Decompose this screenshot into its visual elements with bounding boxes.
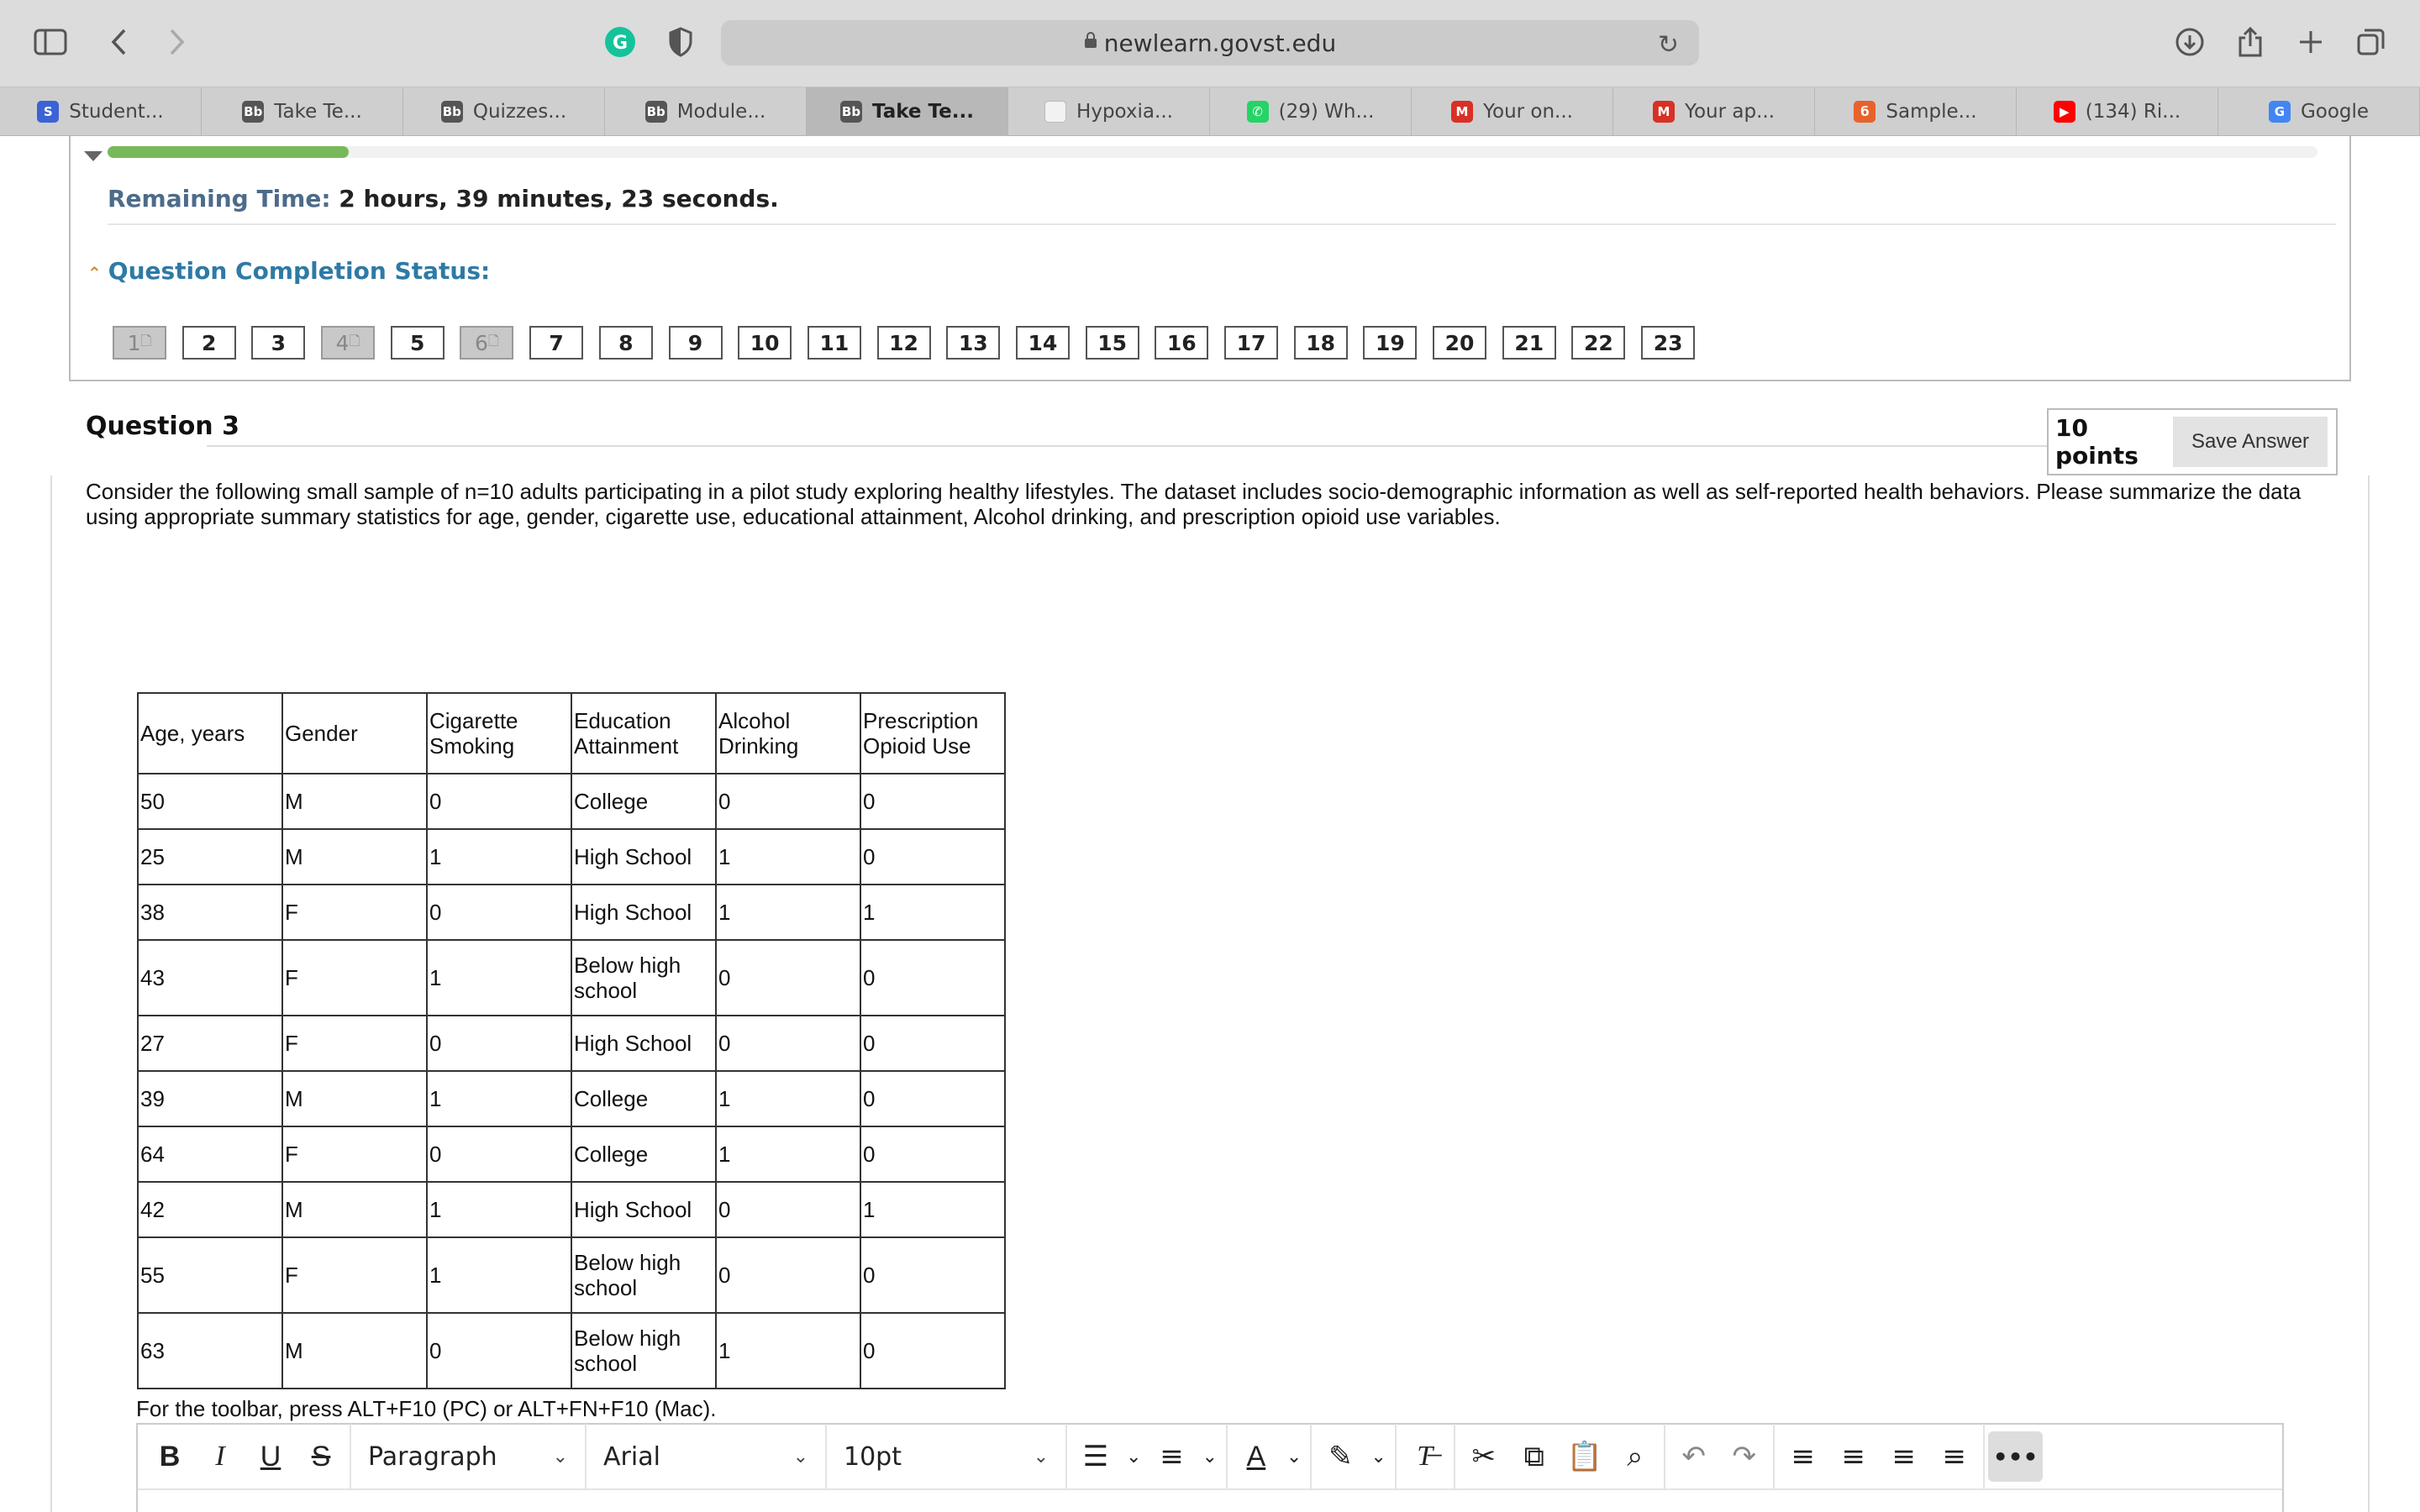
- question-number-button[interactable]: [321, 326, 375, 360]
- chevron-down-icon: ⌄: [552, 1446, 568, 1467]
- table-cell: 0: [860, 1237, 1005, 1313]
- toolbar-separator: [1310, 1424, 1312, 1489]
- table-row: [138, 1016, 1005, 1071]
- whatsapp-icon: ✆: [1247, 101, 1269, 123]
- table-cell: 0: [860, 1313, 1005, 1389]
- question-number-label: 18: [1306, 330, 1336, 355]
- table-cell: 0: [427, 1313, 571, 1389]
- svg-text:G: G: [612, 33, 629, 54]
- sidebar-toggle-icon[interactable]: [30, 22, 71, 62]
- browser-tab[interactable]: [1613, 87, 1815, 136]
- tab-label: (29) Wh...: [1278, 101, 1375, 123]
- table-cell: 0: [427, 1126, 571, 1182]
- table-cell: M: [282, 829, 427, 885]
- toolbar-separator: [1065, 1424, 1067, 1489]
- remaining-time: [108, 185, 779, 213]
- question-number-button[interactable]: [599, 326, 653, 360]
- question-number-button[interactable]: [946, 326, 1000, 360]
- table-cell: 0: [860, 774, 1005, 829]
- table-cell: 1: [427, 1237, 571, 1313]
- font-family-select[interactable]: [590, 1431, 822, 1482]
- new-tab-icon[interactable]: [2291, 22, 2331, 62]
- table-header-cell: Cigarette Smoking: [427, 693, 571, 774]
- table-cell: 55: [138, 1237, 282, 1313]
- tab-label: (134) Ri...: [2085, 101, 2181, 123]
- question-number-label: 21: [1514, 330, 1544, 355]
- google-icon: G: [2269, 101, 2291, 123]
- tab-label: Hypoxia...: [1076, 101, 1173, 123]
- redo-icon[interactable]: ↷: [1732, 1440, 1756, 1473]
- table-row: [138, 940, 1005, 1016]
- blackboard-icon: Bb: [840, 101, 862, 123]
- question-number-button[interactable]: [1571, 326, 1625, 360]
- table-cell: High School: [571, 885, 716, 940]
- question-number-button[interactable]: [877, 326, 931, 360]
- table-cell: F: [282, 1126, 427, 1182]
- downloads-icon[interactable]: [2170, 22, 2210, 62]
- table-cell: M: [282, 1182, 427, 1237]
- table-cell: Below high school: [571, 1237, 716, 1313]
- table-cell: 1: [860, 885, 1005, 940]
- question-number-label: 1: [127, 330, 141, 355]
- table-cell: 38: [138, 885, 282, 940]
- highlight-icon[interactable]: ✎: [1328, 1440, 1353, 1473]
- page-content: [0, 136, 2420, 1512]
- toolbar-separator: [585, 1424, 587, 1489]
- question-number-button[interactable]: [1155, 326, 1208, 360]
- table-cell: 1: [427, 1071, 571, 1126]
- table-header-cell: Prescription Opioid Use: [860, 693, 1005, 774]
- underline-icon[interactable]: U: [260, 1440, 281, 1473]
- chevron-down-icon[interactable]: ⌄: [1126, 1446, 1142, 1467]
- double-chevron-up-icon: ⌃: [87, 263, 102, 283]
- table-cell: F: [282, 885, 427, 940]
- question-number-label: 13: [958, 330, 988, 355]
- paste-icon[interactable]: 📋: [1566, 1440, 1602, 1473]
- editor-toolbar-row-1: [138, 1425, 2282, 1490]
- toolbar-separator: [1226, 1424, 1228, 1489]
- data-table: [137, 692, 1006, 1389]
- table-cell: College: [571, 774, 716, 829]
- grammarly-icon[interactable]: [600, 22, 640, 62]
- browser-tab[interactable]: [2017, 87, 2218, 136]
- question-number-button[interactable]: [808, 326, 861, 360]
- align-center-icon[interactable]: ≡: [1841, 1440, 1865, 1473]
- table-cell: High School: [571, 1182, 716, 1237]
- browser-tab[interactable]: [202, 87, 403, 136]
- table-header-cell: Alcohol Drinking: [716, 693, 860, 774]
- table-cell: 1: [716, 1071, 860, 1126]
- more-options-icon[interactable]: •••: [1988, 1431, 2044, 1482]
- table-cell: 1: [716, 885, 860, 940]
- forward-icon[interactable]: [156, 22, 197, 62]
- test-status-panel: [69, 136, 2351, 381]
- table-cell: 0: [860, 1126, 1005, 1182]
- browser-tab[interactable]: [1815, 87, 2017, 136]
- question-number-label: 11: [819, 330, 850, 355]
- question-number-label: 15: [1097, 330, 1128, 355]
- question-number-button[interactable]: [529, 326, 583, 360]
- table-cell: Below high school: [571, 940, 716, 1016]
- question-number-label: 16: [1166, 330, 1197, 355]
- numbered-list-icon[interactable]: ≡: [1160, 1440, 1184, 1473]
- question-prompt: Consider the following small sample of n=10 adults participating in a pilot study exploring healthy lifestyles. The dataset includes socio-demographic information as well as self-reported health behaviors. Please summarize the data using appropriate summary statistics for age, gender, cigarette use, educational attainment, Alcohol drinking, and prescription opioid use variables.: [86, 479, 2302, 529]
- chevron-down-icon[interactable]: ⌄: [1202, 1446, 1218, 1467]
- tab-label: Take Te...: [274, 101, 362, 123]
- table-cell: High School: [571, 1016, 716, 1071]
- browser-tab[interactable]: [1210, 87, 1412, 136]
- question-number-label: 5: [410, 330, 425, 355]
- gmail-icon: M: [1451, 101, 1473, 123]
- table-header-cell: Age, years: [138, 693, 282, 774]
- table-cell: 0: [860, 1016, 1005, 1071]
- browser-tab[interactable]: [0, 87, 202, 136]
- tab-label: Your ap...: [1684, 101, 1776, 123]
- question-completion-status[interactable]: [87, 257, 490, 285]
- tab-bar: [0, 87, 2420, 136]
- youtube-icon: ▶: [2054, 101, 2075, 123]
- table-row: [138, 1237, 1005, 1313]
- chevron-down-icon[interactable]: ⌄: [1286, 1446, 1302, 1467]
- block-format-value: Paragraph: [368, 1441, 497, 1472]
- table-cell: 0: [716, 1182, 860, 1237]
- table-row: [138, 774, 1005, 829]
- bold-icon[interactable]: B: [159, 1440, 181, 1473]
- table-cell: 0: [860, 940, 1005, 1016]
- remaining-time-value: 2 hours, 39 minutes, 23 seconds.: [339, 185, 779, 213]
- browser-tab[interactable]: [1412, 87, 1613, 136]
- question-number-label: 3: [271, 330, 287, 355]
- question-number-button[interactable]: [113, 326, 166, 360]
- table-cell: 42: [138, 1182, 282, 1237]
- browser-tab[interactable]: [403, 87, 605, 136]
- table-cell: College: [571, 1071, 716, 1126]
- table-row: [138, 1313, 1005, 1389]
- clear-formatting-icon[interactable]: T̶: [1417, 1441, 1434, 1472]
- question-number-button[interactable]: [738, 326, 792, 360]
- table-cell: 0: [427, 885, 571, 940]
- table-cell: 1: [427, 1182, 571, 1237]
- browser-tab[interactable]: [1008, 87, 1210, 136]
- save-answer-button[interactable]: Save Answer: [2173, 417, 2328, 467]
- back-icon[interactable]: [99, 22, 139, 62]
- toolbar-separator: [1983, 1424, 1985, 1489]
- align-right-icon[interactable]: ≡: [1891, 1440, 1916, 1473]
- font-size-select[interactable]: [830, 1431, 1062, 1482]
- table-cell: 0: [716, 1016, 860, 1071]
- text-color-icon[interactable]: A: [1246, 1440, 1266, 1473]
- table-cell: 1: [716, 1126, 860, 1182]
- table-cell: 50: [138, 774, 282, 829]
- question-number-label: 10: [750, 330, 780, 355]
- question-number-label: 19: [1375, 330, 1405, 355]
- question-number-label: 22: [1584, 330, 1613, 355]
- table-cell: 1: [716, 1313, 860, 1389]
- completion-status-label: Question Completion Status:: [108, 257, 491, 285]
- table-cell: 63: [138, 1313, 282, 1389]
- answered-document-icon: 🗋: [487, 332, 499, 349]
- tab-label: Your on...: [1483, 101, 1573, 123]
- page-icon: [1044, 101, 1066, 123]
- table-cell: College: [571, 1126, 716, 1182]
- toolbar-separator: [1664, 1424, 1665, 1489]
- table-header-cell: Education Attainment: [571, 693, 716, 774]
- browser-chrome: [0, 0, 2420, 87]
- table-cell: M: [282, 1071, 427, 1126]
- table-row: [138, 1126, 1005, 1182]
- gmail-icon: M: [1653, 101, 1675, 123]
- question-number-button[interactable]: [391, 326, 445, 360]
- browser-tab[interactable]: [605, 87, 807, 136]
- blackboard-icon: Bb: [441, 101, 463, 123]
- table-row: [138, 885, 1005, 940]
- table-cell: 1: [860, 1182, 1005, 1237]
- collapse-triangle-icon[interactable]: [84, 151, 103, 161]
- address-bar[interactable]: [721, 20, 1699, 66]
- question-number-label: 6: [475, 330, 488, 355]
- question-number-button[interactable]: [182, 326, 236, 360]
- font-size-value: 10pt: [844, 1441, 902, 1472]
- table-cell: F: [282, 1237, 427, 1313]
- student-icon: S: [37, 101, 59, 123]
- lock-icon: [1084, 32, 1097, 54]
- blackboard-icon: Bb: [242, 101, 264, 123]
- progress-fill: [108, 146, 349, 158]
- tab-label: Quizzes...: [472, 101, 567, 123]
- question-number-button[interactable]: [1433, 326, 1486, 360]
- table-header-row: [138, 693, 1005, 774]
- url-text: newlearn.govst.edu: [1103, 29, 1337, 57]
- table-cell: 25: [138, 829, 282, 885]
- search-icon[interactable]: ⌕: [1627, 1440, 1644, 1473]
- answered-document-icon: 🗋: [349, 332, 360, 349]
- question-number-button[interactable]: [1086, 326, 1139, 360]
- undo-icon[interactable]: ↶: [1681, 1440, 1706, 1473]
- table-row: [138, 1182, 1005, 1237]
- blackboard-icon: Bb: [645, 101, 667, 123]
- table-cell: High School: [571, 829, 716, 885]
- toolbar-separator: [1773, 1424, 1775, 1489]
- copy-icon[interactable]: ⧉: [1523, 1440, 1544, 1473]
- table-cell: 0: [427, 1016, 571, 1071]
- cut-icon[interactable]: ✂: [1471, 1440, 1496, 1473]
- bullet-list-icon[interactable]: ☰: [1082, 1440, 1109, 1473]
- table-cell: 0: [860, 829, 1005, 885]
- tab-label: Take Te...: [872, 101, 974, 123]
- share-icon[interactable]: [2230, 22, 2270, 62]
- browser-tab[interactable]: [2218, 87, 2420, 136]
- tab-label: Student...: [69, 101, 164, 123]
- question-number-button[interactable]: [1294, 326, 1348, 360]
- table-cell: 0: [716, 940, 860, 1016]
- tab-overview-icon[interactable]: [2351, 22, 2391, 62]
- answered-document-icon: 🗋: [140, 332, 152, 349]
- chevron-down-icon: ⌄: [1033, 1446, 1049, 1467]
- table-cell: 1: [427, 829, 571, 885]
- table-cell: F: [282, 940, 427, 1016]
- progress-bar: [108, 146, 2317, 158]
- divider: [108, 223, 2336, 225]
- table-cell: 0: [860, 1071, 1005, 1126]
- sample-icon: б: [1854, 101, 1876, 123]
- toolbar-separator: [1395, 1424, 1397, 1489]
- table-cell: 0: [427, 774, 571, 829]
- table-cell: M: [282, 1313, 427, 1389]
- question-number-label: 7: [549, 330, 564, 355]
- reload-icon[interactable]: ↻: [1657, 30, 1679, 60]
- toolbar-hint: For the toolbar, press ALT+F10 (PC) or ALT+FN+F10 (Mac).: [136, 1396, 717, 1421]
- strikethrough-icon[interactable]: S: [311, 1440, 331, 1473]
- table-cell: 64: [138, 1126, 282, 1182]
- toolbar-separator: [825, 1424, 827, 1489]
- table-header-cell: Gender: [282, 693, 427, 774]
- question-title-rule: [207, 445, 2049, 447]
- question-number-button[interactable]: [1363, 326, 1417, 360]
- align-left-icon[interactable]: ≡: [1791, 1440, 1815, 1473]
- remaining-time-label: Remaining Time:: [108, 185, 331, 213]
- question-number-label: 23: [1653, 330, 1683, 355]
- points-box: [2047, 408, 2338, 475]
- chevron-down-icon[interactable]: ⌄: [1370, 1446, 1386, 1467]
- table-cell: 27: [138, 1016, 282, 1071]
- question-number-button[interactable]: [669, 326, 723, 360]
- question-number-button[interactable]: [1016, 326, 1070, 360]
- question-number-label: 17: [1236, 330, 1266, 355]
- question-number-label: 12: [889, 330, 918, 355]
- question-number-label: 4: [335, 330, 350, 355]
- question-title: Question 3: [86, 412, 239, 441]
- tab-label: Sample...: [1886, 101, 1977, 123]
- justify-icon[interactable]: ≡: [1942, 1440, 1966, 1473]
- table-row: [138, 1071, 1005, 1126]
- rich-text-editor[interactable]: [136, 1423, 2284, 1512]
- table-cell: 43: [138, 940, 282, 1016]
- question-number-list: [113, 326, 1711, 360]
- question-number-label: 8: [618, 330, 634, 355]
- question-number-label: 14: [1028, 330, 1058, 355]
- table-cell: 39: [138, 1071, 282, 1126]
- toolbar-separator: [1454, 1424, 1455, 1489]
- chevron-down-icon: ⌄: [792, 1446, 808, 1467]
- table-cell: 1: [716, 829, 860, 885]
- question-number-button[interactable]: [1641, 326, 1695, 360]
- table-row: [138, 829, 1005, 885]
- table-cell: M: [282, 774, 427, 829]
- italic-icon[interactable]: I: [215, 1441, 225, 1472]
- points-value: 10 points: [2055, 414, 2139, 470]
- table-cell: 0: [716, 1237, 860, 1313]
- question-number-button[interactable]: [1502, 326, 1556, 360]
- toolbar-separator: [350, 1424, 351, 1489]
- privacy-shield-icon[interactable]: [660, 22, 701, 62]
- question-number-label: 2: [201, 330, 217, 355]
- font-family-value: Arial: [603, 1441, 660, 1472]
- question-number-button[interactable]: [460, 326, 513, 360]
- block-format-select[interactable]: [355, 1431, 581, 1482]
- browser-tab[interactable]: [807, 87, 1008, 136]
- table-cell: 0: [716, 774, 860, 829]
- tab-label: Google: [2300, 101, 2370, 123]
- question-number-label: 9: [687, 330, 703, 355]
- table-cell: F: [282, 1016, 427, 1071]
- table-cell: Below high school: [571, 1313, 716, 1389]
- question-number-label: 20: [1444, 330, 1475, 355]
- tab-label: Module...: [676, 101, 766, 123]
- question-number-button[interactable]: [251, 326, 305, 360]
- question-number-button[interactable]: [1224, 326, 1278, 360]
- table-cell: 1: [427, 940, 571, 1016]
